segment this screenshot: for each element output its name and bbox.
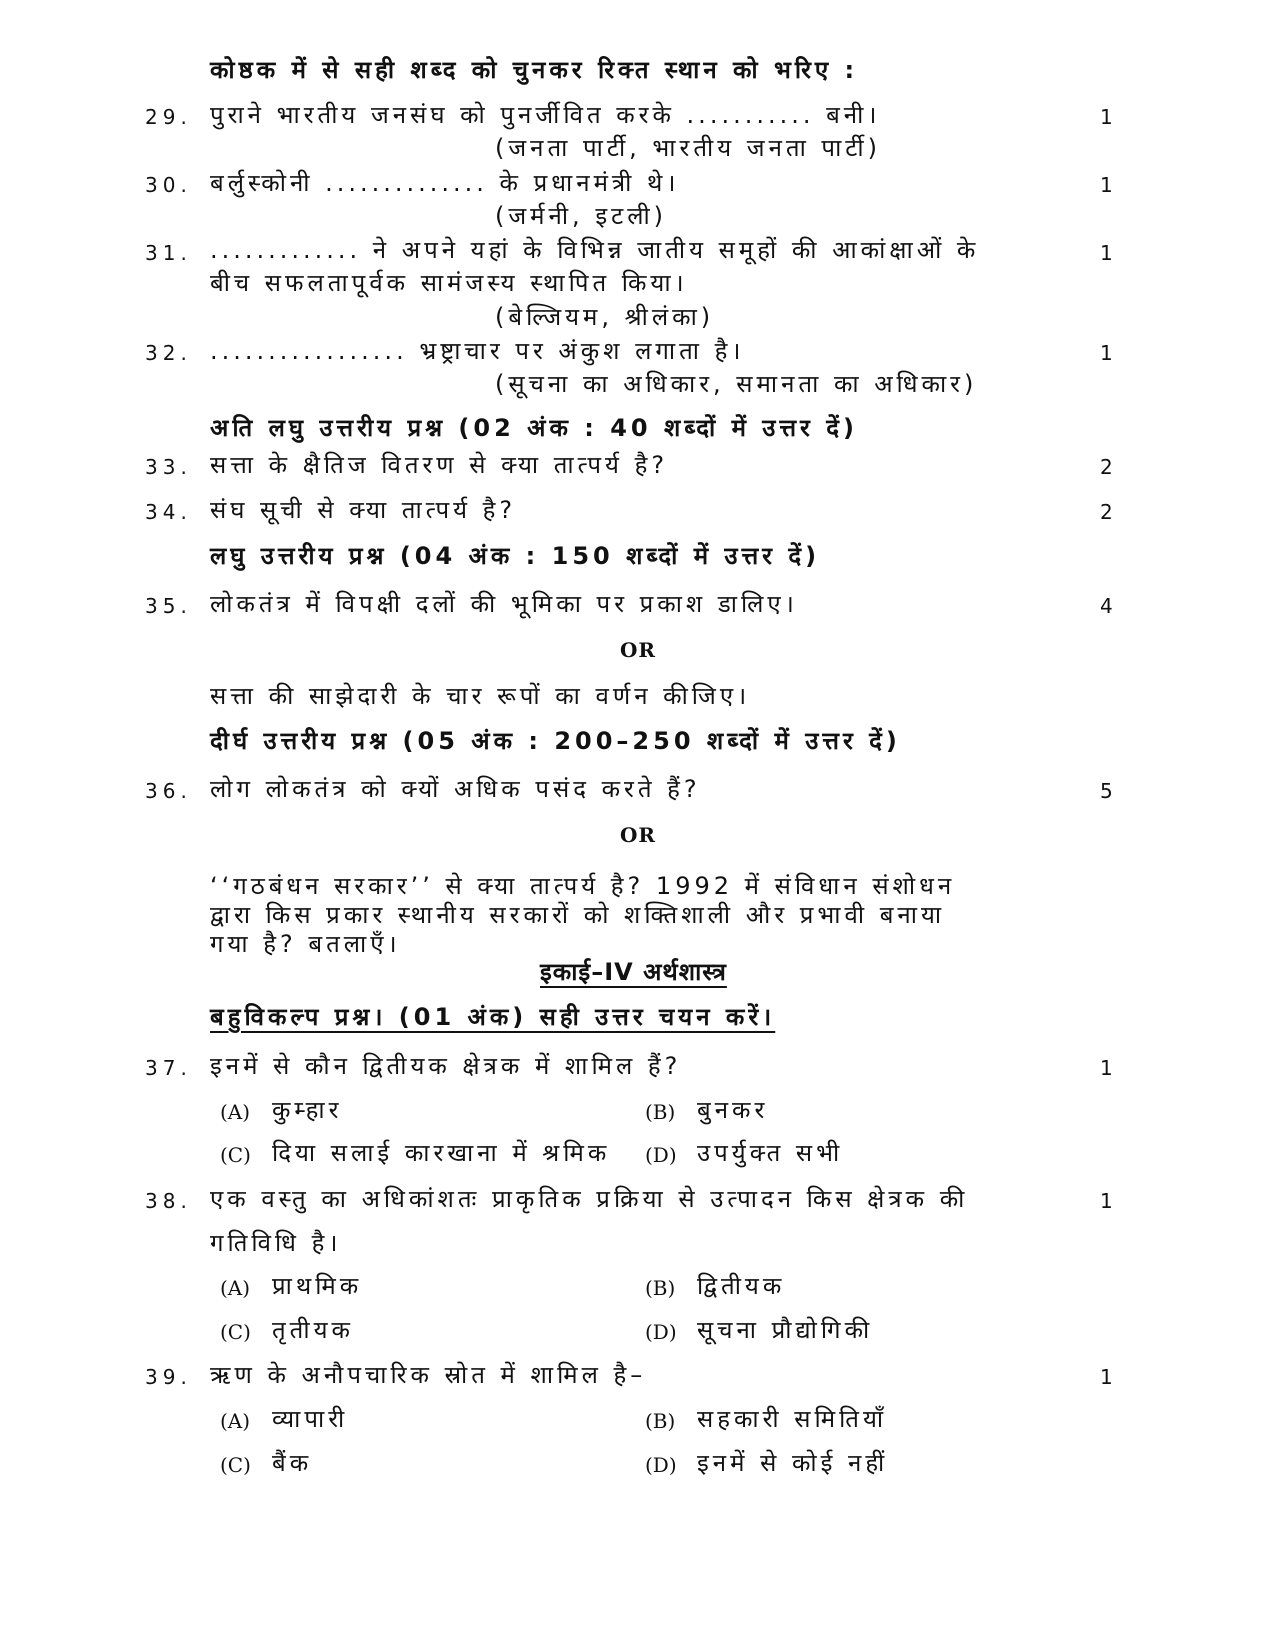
question-text: लोकतंत्र में विपक्षी दलों की भूमिका पर प्रकाश डालिए। (210, 590, 798, 618)
option-label-b: (B) (645, 1100, 676, 1124)
section-heading-short: लघु उत्तरीय प्रश्न (04 अंक : 150 शब्दों में उत्तर दें) (210, 542, 821, 570)
question-marks: 1 (1100, 1189, 1113, 1213)
option-label-a: (A) (220, 1409, 251, 1433)
option-c: तृतीयक (272, 1316, 354, 1344)
question-number: 37. (145, 1056, 192, 1080)
question-text: बर्लुस्कोनी .............. के प्रधानमंत्री थे। (210, 169, 680, 197)
question-number: 29. (145, 105, 192, 129)
or-separator: OR (620, 638, 657, 662)
question-number: 36. (145, 779, 192, 803)
question-text: सत्ता के क्षैतिज वितरण से क्या तात्पर्य है? (210, 451, 669, 479)
option-b: बुनकर (697, 1096, 769, 1124)
question-text-continued: गतिविधि है। (210, 1229, 342, 1257)
question-alternative: सत्ता की साझेदारी के चार रूपों का वर्णन कीजिए। (210, 682, 751, 710)
question-text: ऋण के अनौपचारिक स्रोत में शामिल है– (210, 1361, 647, 1389)
question-text: एक वस्तु का अधिकांशतः प्राकृतिक प्रक्रिया से उत्पादन किस क्षेत्रक की (210, 1185, 969, 1213)
question-text: इनमें से कौन द्वितीयक क्षेत्रक में शामिल हैं? (210, 1052, 682, 1080)
option-a: कुम्हार (272, 1096, 343, 1124)
question-marks: 1 (1100, 241, 1113, 265)
section-heading-fill-blanks: कोष्ठक में से सही शब्द को चुनकर रिक्त स्थान को भरिए : (210, 56, 859, 84)
or-separator: OR (620, 823, 657, 847)
question-marks: 5 (1100, 779, 1113, 803)
question-number: 35. (145, 594, 192, 618)
question-number: 30. (145, 173, 192, 197)
option-b: द्वितीयक (697, 1272, 786, 1300)
question-alternative: ‘‘गठबंधन सरकार’’ से क्या तात्पर्य है? 1992 में संविधान संशोधन (210, 872, 956, 900)
question-options: (जनता पार्टी, भारतीय जनता पार्टी) (495, 134, 881, 162)
question-options: (जर्मनी, इटली) (495, 202, 668, 230)
option-label-c: (C) (220, 1453, 251, 1477)
option-d: इनमें से कोई नहीं (697, 1449, 889, 1477)
section-heading-mcq: बहुविकल्प प्रश्न। (01 अंक) सही उत्तर चयन करें। (210, 1003, 776, 1031)
option-label-c: (C) (220, 1143, 251, 1167)
question-marks: 4 (1100, 594, 1113, 618)
question-marks: 1 (1100, 173, 1113, 197)
option-c: दिया सलाई कारखाना में श्रमिक (272, 1139, 611, 1167)
question-marks: 2 (1100, 455, 1113, 479)
question-number: 38. (145, 1189, 192, 1213)
question-text: ............. ने अपने यहां के विभिन्न जातीय समूहों की आकांक्षाओं के (210, 236, 980, 264)
question-marks: 1 (1100, 1056, 1113, 1080)
question-number: 33. (145, 455, 192, 479)
question-number: 39. (145, 1365, 192, 1389)
question-text-continued: बीच सफलतापूर्वक सामंजस्य स्थापित किया। (210, 269, 688, 297)
option-d: उपर्युक्त सभी (697, 1139, 844, 1167)
question-options: (बेल्जियम, श्रीलंका) (495, 303, 715, 331)
question-number: 31. (145, 241, 192, 265)
question-marks: 2 (1100, 500, 1113, 524)
question-number: 34. (145, 500, 192, 524)
question-marks: 1 (1100, 1365, 1113, 1389)
option-label-b: (B) (645, 1409, 676, 1433)
question-alternative-continued: गया है? बतलाएँ। (210, 930, 401, 958)
question-options: (सूचना का अधिकार, समानता का अधिकार) (495, 370, 978, 398)
option-a: व्यापारी (272, 1405, 349, 1433)
section-heading-long: दीर्घ उत्तरीय प्रश्न (05 अंक : 200–250 शब्दों में उत्तर दें) (210, 727, 901, 755)
option-label-d: (D) (645, 1320, 677, 1344)
option-label-b: (B) (645, 1276, 676, 1300)
question-text: लोग लोकतंत्र को क्यों अधिक पसंद करते हैं? (210, 775, 701, 803)
question-alternative-continued: द्वारा किस प्रकार स्थानीय सरकारों को शक्तिशाली और प्रभावी बनाया (210, 901, 946, 929)
option-a: प्राथमिक (272, 1272, 363, 1300)
option-d: सूचना प्रौद्योगिकी (697, 1316, 874, 1344)
option-label-a: (A) (220, 1100, 251, 1124)
option-label-a: (A) (220, 1276, 251, 1300)
option-label-d: (D) (645, 1453, 677, 1477)
section-heading-very-short: अति लघु उत्तरीय प्रश्न (02 अंक : 40 शब्दों में उत्तर दें) (210, 414, 858, 442)
question-text: पुराने भारतीय जनसंघ को पुनर्जीवित करके ........... बनी। (210, 101, 881, 129)
question-text: ................. भ्रष्ट्राचार पर अंकुश लगाता है। (210, 337, 745, 365)
option-label-d: (D) (645, 1143, 677, 1167)
question-number: 32. (145, 341, 192, 365)
unit-title: इकाई–IV अर्थशास्त्र (540, 958, 727, 986)
option-c: बैंक (272, 1449, 313, 1477)
option-label-c: (C) (220, 1320, 251, 1344)
question-text: संघ सूची से क्या तात्पर्य है? (210, 496, 517, 524)
question-marks: 1 (1100, 341, 1113, 365)
option-b: सहकारी समितियाँ (697, 1405, 888, 1433)
question-marks: 1 (1100, 105, 1113, 129)
